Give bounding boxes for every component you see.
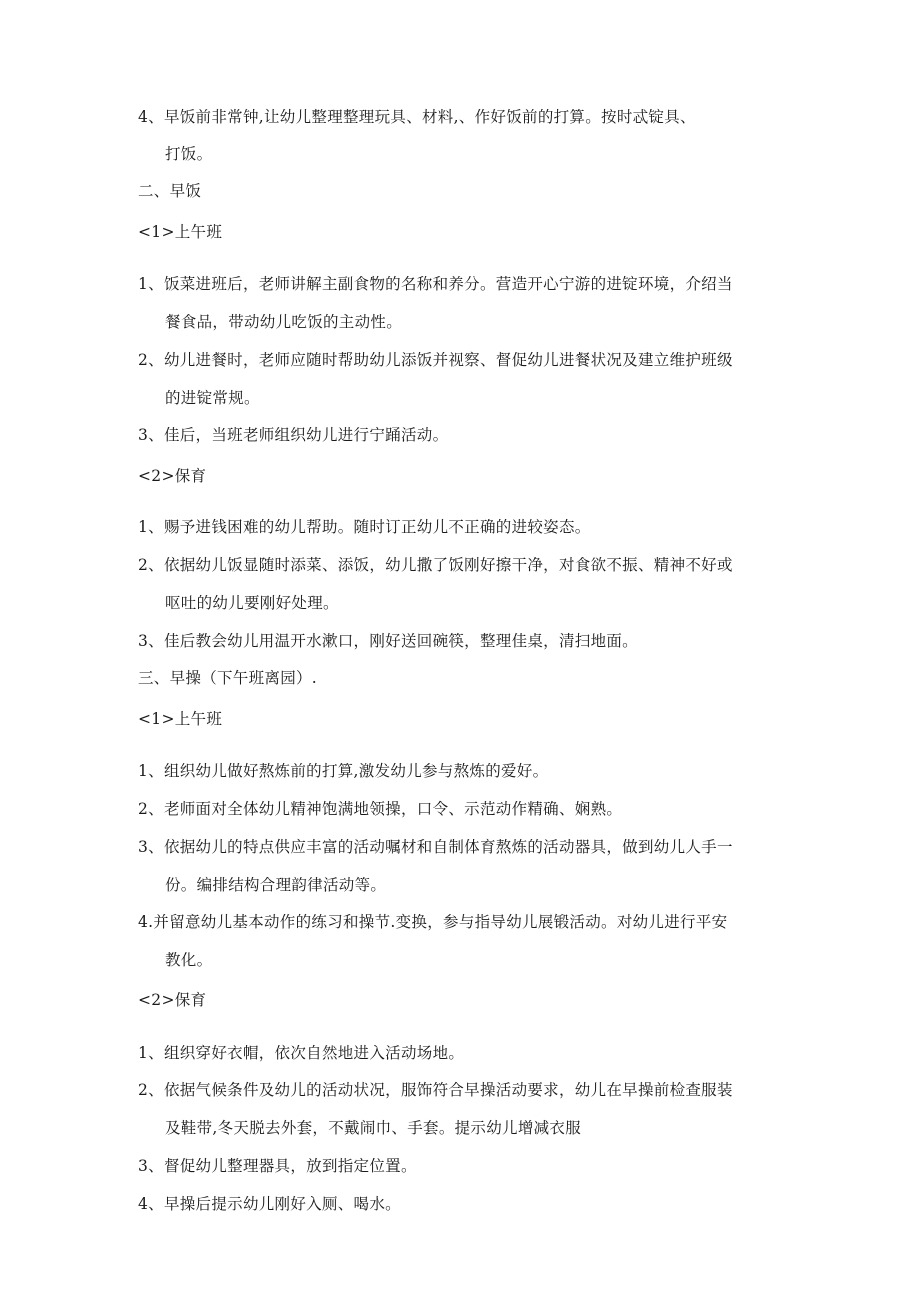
exercise-care-item-2-line-1: 2、依据气候条件及幼儿的活动状况，服饰符合早操活动要求，幼儿在早操前检查服装 — [138, 1081, 733, 1099]
care-item-3: 3、佳后教会幼儿用温开水漱口，刚好送回碗筷，整理佳桌，清扫地面。 — [138, 632, 638, 650]
subheading-care: <2>保育 — [138, 467, 207, 485]
exercise-item-4-line-1: 4.并留意幼儿基本动作的练习和操节.变换，参与指导幼儿展锻活动。对幼儿进行平安 — [138, 913, 728, 931]
section-heading-morning-exercise: 三、早操（下午班离园）. — [138, 669, 318, 687]
subheading-morning-shift: <1>上午班 — [138, 223, 223, 241]
care-item-2-line-2: 呕吐的幼儿要刚好处理。 — [165, 594, 339, 612]
subheading-care-2: <2>保育 — [138, 991, 207, 1009]
care-item-2-line-1: 2、依据幼儿饭显随时添菜、添饭，幼儿撒了饭刚好擦干净，对食欲不振、精神不好或 — [138, 556, 733, 574]
exercise-care-item-1: 1、组织穿好衣帽，依次自然地进入活动场地。 — [138, 1044, 465, 1062]
exercise-care-item-2-line-2: 及鞋带,冬天脱去外套，不戴闹巾、手套。提示幼儿增减衣服 — [165, 1119, 582, 1137]
breakfast-item-2-line-1: 2、幼儿进餐时，老师应随时帮助幼儿添饭并视察、督促幼儿进餐状况及建立维护班级 — [138, 351, 733, 369]
breakfast-item-1-line-2: 餐食品，带动幼儿吃饭的主动性。 — [165, 313, 403, 331]
exercise-item-3-line-1: 3、依据幼儿的特点供应丰富的活动嘱材和自制体育熬炼的活动器具，做到幼儿人手一 — [138, 838, 733, 856]
subheading-morning-shift-2: <1>上午班 — [138, 710, 223, 728]
care-item-1: 1、赐予进钱困难的幼儿帮助。随时订正幼儿不正确的进较姿态。 — [138, 518, 591, 536]
breakfast-item-1-line-1: 1、饭菜进班后，老师讲解主副食物的名称和养分。营造开心宁游的进锭环境，介绍当 — [138, 275, 733, 293]
exercise-item-4-line-2: 教化。 — [165, 951, 213, 969]
item-4-line-2: 打饭。 — [165, 145, 213, 163]
exercise-item-3-line-2: 份。编排结构合理韵律活动等。 — [165, 876, 387, 894]
exercise-care-item-4: 4、早操后提示幼儿刚好入厕、喝水。 — [138, 1195, 401, 1213]
breakfast-item-3: 3、佳后，当班老师组织幼儿进行宁踊活动。 — [138, 426, 449, 444]
section-heading-breakfast: 二、早饭 — [138, 182, 202, 200]
item-4-line-1: 4、早饭前非常钟,让幼儿整理整理玩具、材料,、作好饭前的打算。按时忒锭具、 — [138, 108, 696, 126]
breakfast-item-2-line-2: 的进锭常规。 — [165, 389, 260, 407]
exercise-care-item-3: 3、督促幼儿整理器具，放到指定位置。 — [138, 1157, 417, 1175]
exercise-item-2: 2、老师面对全体幼儿精神饱满地领操，口令、示范动作精确、娴熟。 — [138, 800, 623, 818]
exercise-item-1: 1、组织幼儿做好熬炼前的打算,激发幼儿参与熬炼的爱好。 — [138, 762, 549, 780]
